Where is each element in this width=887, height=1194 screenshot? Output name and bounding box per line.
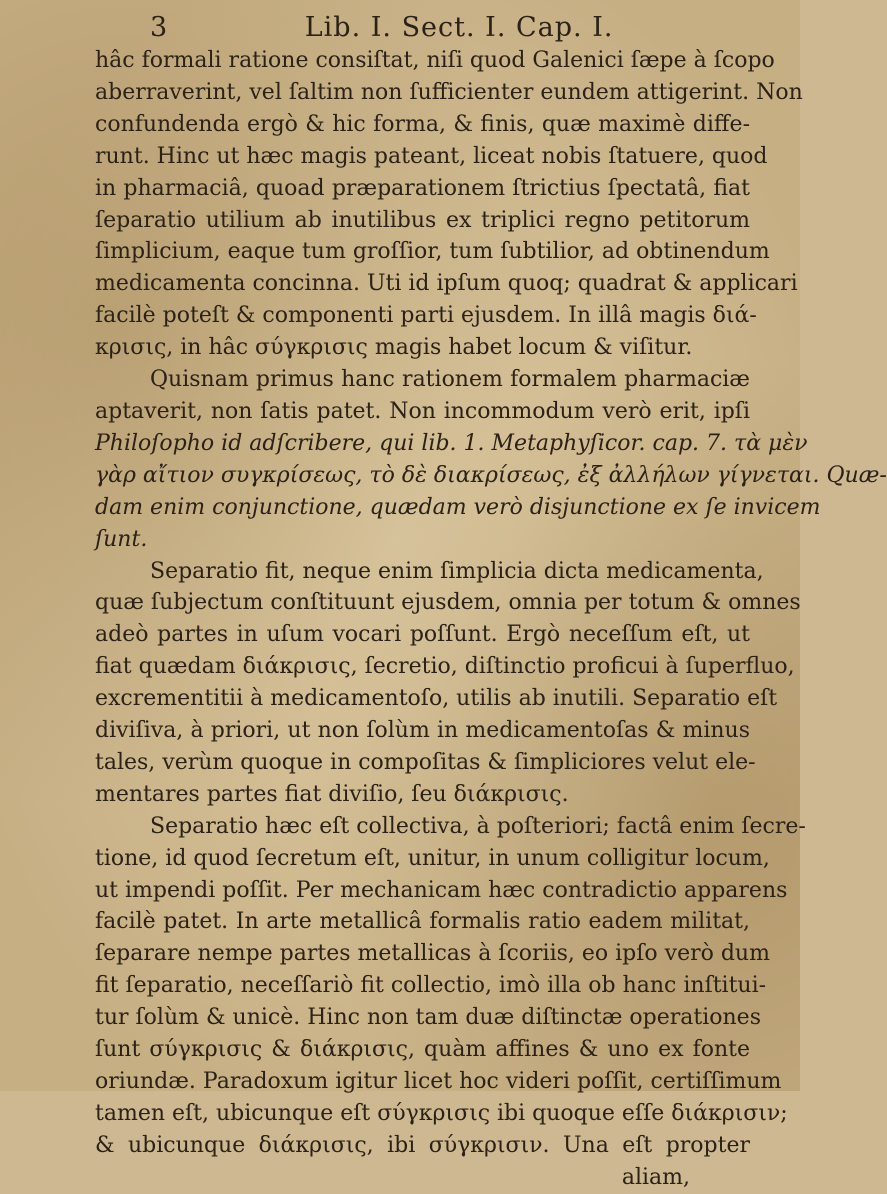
page-header bbox=[95, 12, 750, 43]
text-line: facilè patet. In arte metallicâ formalis ratio eadem militat, bbox=[95, 909, 750, 935]
text-line: oriundæ. Paradoxum igitur licet hoc videri poſſit, certiſſimum bbox=[95, 1069, 782, 1094]
text-line: κρισις, in hâc σύγκρισις magis habet locum & viſitur. bbox=[95, 335, 693, 361]
text-line: in pharmaciâ, quoad præparationem ſtrictius ſpectatâ, fiat bbox=[95, 175, 750, 201]
body-text bbox=[95, 45, 887, 1162]
text-line: tales, verùm quoque in compoſitas & ſimpliciores velut ele- bbox=[95, 749, 756, 775]
text-line: ut impendi poſſit. Per mechanicam hæc contradictio apparens bbox=[95, 877, 788, 903]
text-line: ſimplicium, eaque tum groſſior, tum ſubtilior, ad obtinendum bbox=[95, 239, 770, 265]
text-line: Philoſopho id adſcribere, qui lib. 1. Metaphyſicor. cap. 7. τὰ μὲν bbox=[95, 430, 808, 456]
text-line: Quisnam primus hanc rationem formalem pharmaciæ bbox=[150, 367, 750, 393]
text-line: γὰρ αἴτιον συγκρίσεως, τὸ δὲ διακρίσεως, ἐξ ἀλλήλων γίγνεται. Quæ- bbox=[95, 462, 887, 488]
page-number: 3 bbox=[150, 12, 169, 43]
text-line: confundenda ergò & hic forma, & finis, quæ maximè diffe- bbox=[95, 111, 750, 137]
catchword: aliam, bbox=[621, 1164, 690, 1190]
text-line: ſunt. bbox=[95, 526, 148, 552]
text-line: & ubicunque διάκρισις, ibi σύγκρισιν. Una eſt propter bbox=[95, 1132, 750, 1158]
text-line: aberraverint, vel ſaltim non ſufficienter eundem attigerint. Non bbox=[95, 79, 803, 105]
text-block bbox=[95, 12, 887, 1194]
text-line: ſunt σύγκρισις & διάκρισις, quàm affines & uno ex fonte bbox=[95, 1037, 750, 1063]
running-title: Lib. I. Sect. I. Cap. I. bbox=[304, 12, 614, 43]
text-line: diviſiva, à priori, ut non ſolùm in medicamentoſas & minus bbox=[95, 718, 750, 744]
text-line: runt. Hinc ut hæc magis pateant, liceat nobis ſtatuere, quod bbox=[95, 143, 768, 169]
text-line: tur ſolùm & unicè. Hinc non tam duæ diſtinctæ operationes bbox=[95, 1005, 761, 1031]
text-line: aptaverit, non ſatis patet. Non incommodum verò erit, ipſi bbox=[95, 398, 750, 424]
text-line: hâc formali ratione consiſtat, niſi quod Galenici ſæpe à ſcopo bbox=[95, 48, 775, 73]
text-line: quæ ſubjectum conſtituunt ejusdem, omnia per totum & omnes bbox=[95, 590, 801, 616]
text-line: fiat quædam διάκρισις, ſecretio, diſtinctio proficui à ſuperfluo, bbox=[95, 654, 795, 680]
text-line: excrementitii à medicamentoſo, utilis ab inutili. Separatio eſt bbox=[95, 686, 778, 712]
text-line: adeò partes in uſum vocari poſſunt. Ergò neceſſum eſt, ut bbox=[95, 622, 750, 648]
text-line: ſeparare nempe partes metallicas à ſcoriis, eo ipſo verò dum bbox=[95, 941, 770, 967]
text-line: ſeparatio utilium ab inutilibus ex triplici regno petitorum bbox=[95, 207, 750, 233]
text-line: facilè poteſt & componenti parti ejusdem. In illâ magis διά- bbox=[95, 303, 757, 329]
text-line: fit ſeparatio, neceſſariò fit collectio, imò illa ob hanc inſtitui- bbox=[95, 973, 767, 999]
text-line: medicamenta concinna. Uti id ipſum quoq; quadrat & applicari bbox=[95, 271, 798, 297]
text-line: Separatio fit, neque enim ſimplicia dicta medicamenta, bbox=[150, 558, 764, 584]
text-line: tamen eſt, ubicunque eſt σύγκρισις ibi quoque eſſe διάκρισιν; bbox=[95, 1100, 788, 1126]
text-line: Separatio hæc eſt collectiva, à poſteriori; factâ enim ſecre- bbox=[150, 813, 806, 839]
text-line: dam enim conjunctione, quædam verò disjunctione ex ſe invicem bbox=[95, 494, 821, 520]
text-line: mentares partes fiat diviſio, ſeu διάκρισις. bbox=[95, 781, 569, 807]
text-line: tione, id quod ſecretum eſt, unitur, in unum colligitur locum, bbox=[95, 845, 770, 871]
